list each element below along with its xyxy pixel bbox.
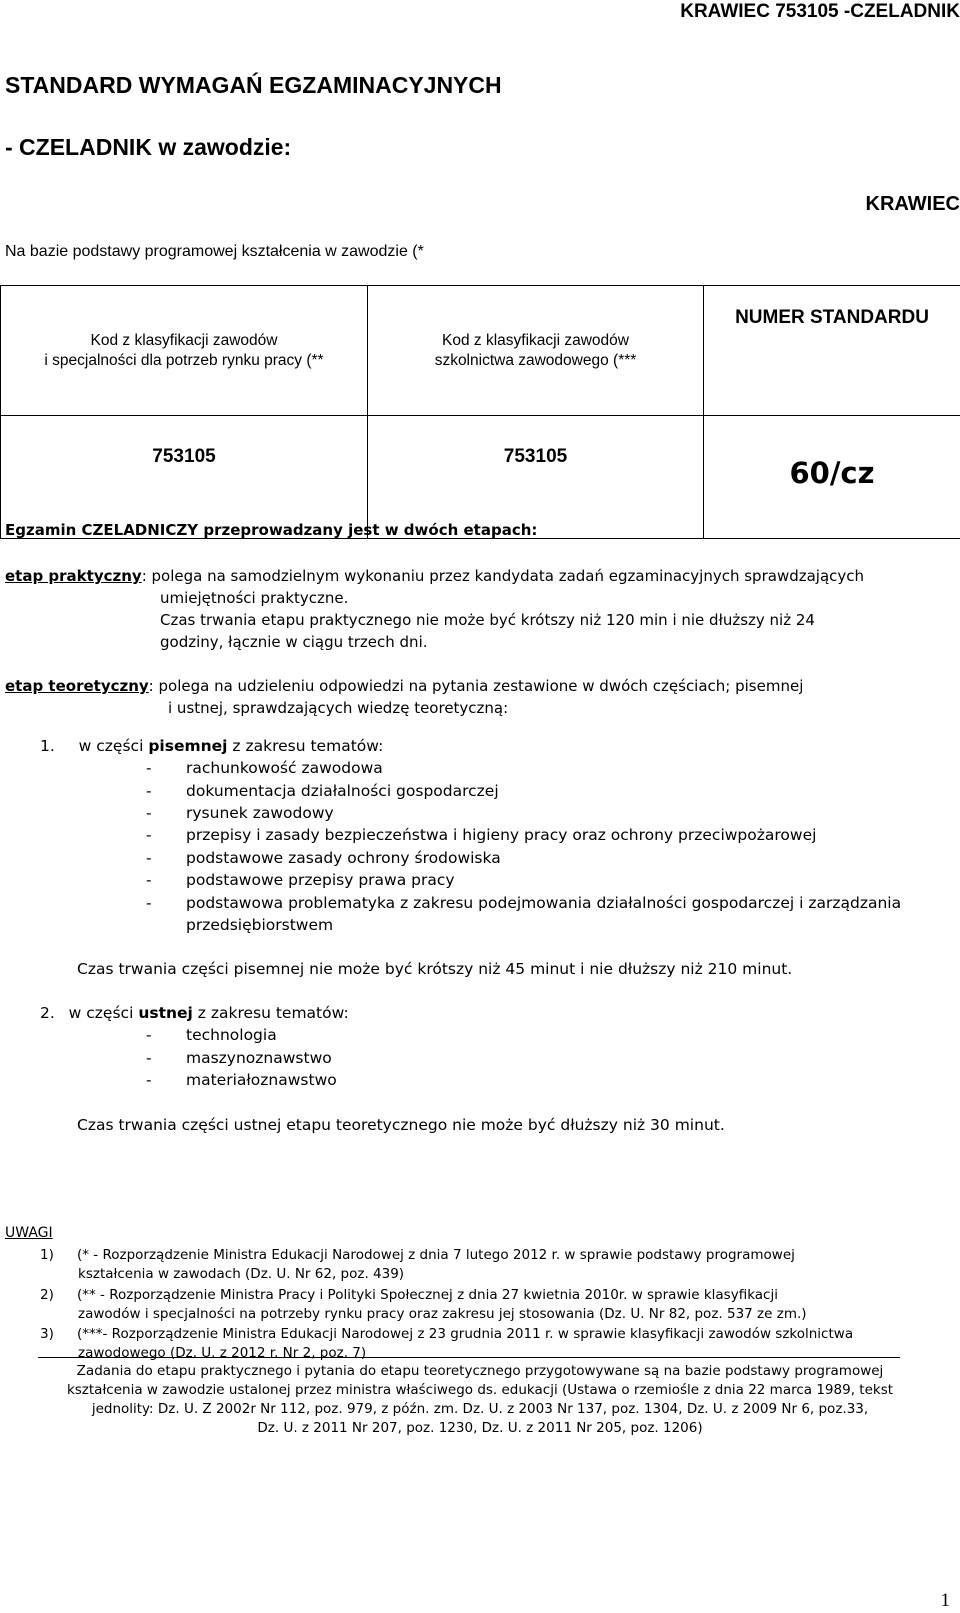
- table-header-cell: [368, 286, 704, 416]
- practical-line: godziny, łącznie w ciągu trzech dni.: [160, 633, 428, 651]
- oral-number: 2.: [40, 1004, 55, 1022]
- list-item: [146, 782, 499, 800]
- list-dash: -: [146, 1026, 152, 1044]
- list-dash: -: [146, 826, 152, 844]
- topic-label: podstawowa problematyka z zakresu podejmowania działalności gospodarczej i zarządzania: [186, 894, 902, 912]
- list-dash: -: [146, 894, 152, 912]
- list-dash: -: [146, 849, 152, 867]
- topic-label: podstawowe przepisy prawa pracy: [186, 871, 455, 889]
- list-dash: -: [146, 782, 152, 800]
- labor-market-code: 753105: [1, 416, 368, 539]
- list-item: [146, 1026, 277, 1044]
- list-dash: -: [146, 1049, 152, 1067]
- list-item: [146, 871, 455, 889]
- oral-part-heading: [40, 1004, 349, 1022]
- list-item: [146, 894, 901, 912]
- list-dash: -: [146, 871, 152, 889]
- written-number: 1.: [40, 737, 55, 755]
- list-item: [146, 1049, 332, 1067]
- oral-suffix: z zakresu tematów:: [192, 1004, 349, 1022]
- list-item: [146, 804, 334, 822]
- list-item: [146, 826, 816, 844]
- practical-line: [5, 565, 864, 587]
- theory-line: i ustnej, sprawdzających wiedzę teoretyczną:: [168, 699, 509, 717]
- topic-label: przepisy i zasady bezpieczeństwa i higieny pracy oraz ochrony przeciwpożarowej: [186, 826, 817, 844]
- table-header-text: szkolnictwa zawodowego (***: [434, 351, 637, 369]
- oral-keyword: ustnej: [138, 1004, 193, 1022]
- note-text: (** - Rozporządzenie Ministra Pracy i Polityki Społecznej z dnia 27 kwietnia 2010r. w sprawie klasyfikacji: [77, 1287, 778, 1303]
- note-number: 1): [40, 1247, 54, 1263]
- theory-stage: [5, 675, 803, 719]
- topic-label: dokumentacja działalności gospodarczej: [186, 782, 499, 800]
- topic-label: rachunkowość zawodowa: [186, 759, 383, 777]
- oral-duration: Czas trwania części ustnej etapu teoretycznego nie może być dłuższy niż 30 minut.: [77, 1116, 725, 1134]
- note-text: kształcenia w zawodach (Dz. U. Nr 62, poz. 439): [78, 1266, 405, 1282]
- footer-divider: [38, 1357, 900, 1358]
- list-item: [146, 759, 383, 777]
- note-text: (***- Rozporządzenie Ministra Edukacji Narodowej z 23 grudnia 2011 r. w sprawie klasyfikacji zawodów szkolnictwa: [77, 1326, 854, 1342]
- profession-name: KRAWIEC: [865, 193, 960, 215]
- school-code: 753105: [368, 416, 704, 539]
- topic-label: materiałoznawstwo: [186, 1071, 337, 1089]
- footer-line: Dz. U. z 2011 Nr 207, poz. 1230, Dz. U. z 2011 Nr 205, poz. 1206): [257, 1420, 703, 1436]
- table-header-cell: NUMER STANDARDU: [704, 286, 960, 416]
- topic-label: maszynoznawstwo: [186, 1049, 332, 1067]
- topic-label: technologia: [186, 1026, 277, 1044]
- practical-line: umiejętności praktyczne.: [160, 589, 349, 607]
- notes-heading: UWAGI: [5, 1225, 53, 1241]
- practical-term: etap praktyczny: [5, 567, 142, 585]
- list-dash: -: [146, 1071, 152, 1089]
- list-item: [146, 849, 501, 867]
- document-title: STANDARD WYMAGAŃ EGZAMINACYJNYCH: [5, 72, 502, 98]
- curriculum-basis: Na bazie podstawy programowej kształcenia w zawodzie (*: [5, 243, 424, 260]
- practical-stage: [5, 565, 864, 653]
- list-item-continuation: przedsiębiorstwem: [186, 916, 334, 934]
- theory-line: [5, 675, 803, 697]
- list-item: [146, 1071, 337, 1089]
- footer-line: kształcenia w zawodzie ustalonej przez ministra właściwego ds. edukacji (Ustawa o rzemiośle z dnia 22 marca 1989, tekst: [66, 1382, 894, 1398]
- standard-number: 60/cz: [704, 416, 960, 539]
- header-code: KRAWIEC 753105 -CZELADNIK: [680, 1, 960, 22]
- note-number: 3): [40, 1326, 54, 1342]
- practical-text: : polega na samodzielnym wykonaniu przez kandydata zadań egzaminacyjnych sprawdzających: [141, 567, 865, 585]
- note-text: (* - Rozporządzenie Ministra Edukacji Narodowej z dnia 7 lutego 2012 r. w sprawie podstawy programowej: [77, 1247, 795, 1263]
- footer-line: Zadania do etapu praktycznego i pytania do etapu teoretycznego przygotowywane są na bazie podstawy programowej: [76, 1363, 884, 1379]
- topic-label: podstawowe zasady ochrony środowiska: [186, 849, 501, 867]
- written-part-heading: [40, 737, 383, 755]
- list-dash: -: [146, 759, 152, 777]
- exam-intro: Egzamin CZELADNICZY przeprowadzany jest w dwóch etapach:: [5, 521, 538, 539]
- table-header-text: Kod z klasyfikacji zawodów: [442, 331, 629, 349]
- written-suffix: z zakresu tematów:: [227, 737, 384, 755]
- topic-label: rysunek zawodowy: [186, 804, 334, 822]
- table-header-text: Kod z klasyfikacji zawodów: [90, 331, 278, 349]
- note-item: [40, 1246, 795, 1284]
- table-header-text: i specjalności dla potrzeb rynku pracy (**: [44, 351, 324, 369]
- footer-note: [0, 1362, 960, 1438]
- note-number: 2): [40, 1287, 54, 1303]
- table-header-cell: [1, 286, 368, 416]
- written-keyword: pisemnej: [148, 737, 228, 755]
- note-text: zawodowego (Dz. U. z 2012 r. Nr 2, poz. 7): [78, 1345, 367, 1361]
- page-number: 1: [940, 1590, 950, 1611]
- theory-text: : polega na udzieleniu odpowiedzi na pytania zestawione w dwóch częściach; pisemnej: [148, 677, 804, 695]
- written-duration: Czas trwania części pisemnej nie może być krótszy niż 45 minut i nie dłuższy niż 210 minut.: [77, 960, 793, 978]
- written-prefix: w części: [78, 737, 149, 755]
- list-dash: -: [146, 804, 152, 822]
- note-text: zawodów i specjalności na potrzeby rynku pracy oraz zakresu jej stosowania (Dz. U. Nr 82, poz. 537 ze zm.): [78, 1306, 807, 1322]
- practical-duration: Czas trwania etapu praktycznego nie może być krótszy niż 120 min i nie dłuższy niż 24: [160, 611, 815, 629]
- document-subtitle: - CZELADNIK w zawodzie:: [5, 134, 292, 160]
- theory-term: etap teoretyczny: [5, 677, 149, 695]
- standard-code-table: [0, 285, 960, 539]
- oral-prefix: w części: [68, 1004, 139, 1022]
- footer-line: jednolity: Dz. U. Z 2002r Nr 112, poz. 979, z późn. zm. Dz. U. z 2003 Nr 137, poz. 1304, Dz. U. z 2009 Nr 6, poz.33,: [91, 1401, 869, 1417]
- table-header-row: [1, 286, 960, 416]
- note-item: [40, 1286, 807, 1324]
